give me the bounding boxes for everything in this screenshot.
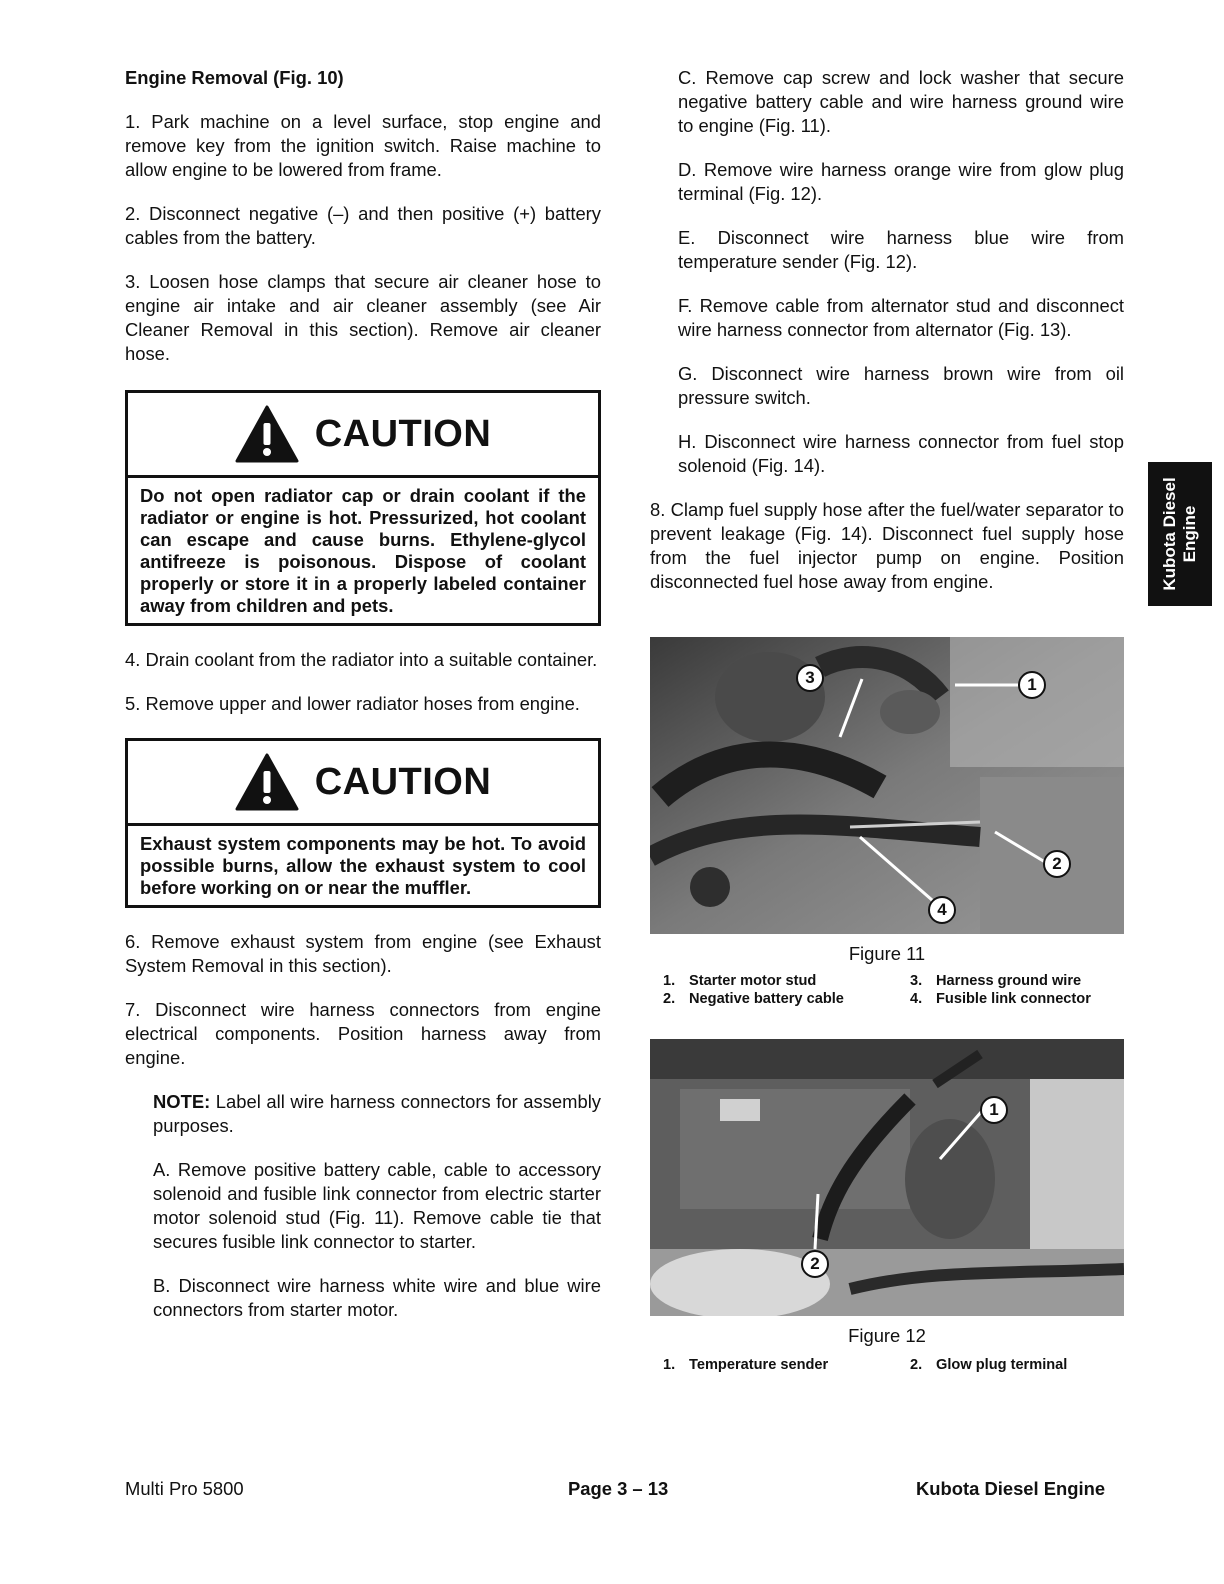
left-column: [125, 66, 601, 1322]
substep-c: C. Remove cap screw and lock washer that secure negative battery cable and wire harness ground wire to engine (Fig. 11).: [678, 67, 1124, 136]
figure-11-legend-3: 3. Harness ground wire: [910, 973, 1082, 989]
substep-d: D. Remove wire harness orange wire from glow plug terminal (Fig. 12).: [678, 159, 1124, 204]
substep-g: G. Disconnect wire harness brown wire from oil pressure switch.: [678, 363, 1124, 408]
substep-a: A. Remove positive battery cable, cable to accessory solenoid and fusible link connector from electric starter motor solenoid stud (Fig. 11). Remove cable tie that secures fusible link connector to starter.: [153, 1159, 601, 1252]
section-side-tab: [1148, 462, 1212, 606]
caution-text: Exhaust system components may be hot. To avoid possible burns, allow the exhaust system to cool before working on or near the muffler.: [140, 833, 586, 898]
right-column: [650, 66, 1124, 594]
figure-11-legend-1: 1. Starter motor stud: [663, 973, 817, 989]
warning-triangle-icon: [235, 405, 299, 463]
caution-text: Do not open radiator cap or drain coolant if the radiator or engine is hot. Pressurized, hot coolant can escape and cause burns. Ethylene-glycol antifreeze is poisonous. Dispose of coolant properly or store it in a properly labeled container away from children and pets.: [140, 485, 586, 616]
caution-box-coolant: [125, 390, 601, 626]
figure-12-legend-1: 1. Temperature sender: [663, 1357, 829, 1373]
note-text: Label all wire harness connectors for assembly purposes.: [153, 1091, 601, 1136]
callout-1: 1: [980, 1096, 1008, 1124]
side-tab-label: Kubota Diesel Engine: [1160, 477, 1199, 591]
caution-header: [128, 393, 598, 478]
note: [125, 1090, 601, 1138]
substep-f: F. Remove cable from alternator stud and disconnect wire harness connector from alternator (Fig. 13).: [678, 295, 1124, 340]
step-8: 8. Clamp fuel supply hose after the fuel/water separator to prevent leakage (Fig. 14). Disconnect fuel supply hose from the fuel injector pump on engine. Position disconnected fuel hose away from engine.: [650, 499, 1124, 592]
caution-header: [128, 741, 598, 826]
figure-12-photo: [650, 1039, 1124, 1316]
warning-triangle-icon: [235, 753, 299, 811]
callout-4: 4: [928, 896, 956, 924]
footer-product: Multi Pro 5800: [125, 1478, 244, 1499]
substep-h: H. Disconnect wire harness connector from fuel stop solenoid (Fig. 14).: [678, 431, 1124, 476]
step-3: 3. Loosen hose clamps that secure air cleaner hose to engine air intake and air cleaner assembly (see Air Cleaner Removal in this section). Remove air cleaner hose.: [125, 271, 601, 364]
figure-12-legend-2: 2. Glow plug terminal: [910, 1357, 1068, 1373]
footer-section-title: Kubota Diesel Engine: [916, 1478, 1106, 1499]
callout-1: 1: [1018, 671, 1046, 699]
note-label: NOTE:: [153, 1091, 211, 1112]
figure-12-caption: Figure 12: [848, 1325, 926, 1346]
step-7: 7. Disconnect wire harness connectors from engine electrical components. Position harness away from engine.: [125, 999, 601, 1068]
step-5: 5. Remove upper and lower radiator hoses from engine.: [125, 693, 580, 714]
caution-title: CAUTION: [314, 760, 492, 803]
caution-box-exhaust: [125, 738, 601, 908]
figure-11-caption: Figure 11: [848, 943, 926, 964]
engine-photo-illustration: [650, 1039, 1124, 1316]
substep-b: B. Disconnect wire harness white wire and blue wire connectors from starter motor.: [153, 1275, 601, 1320]
callout-2: 2: [1043, 850, 1071, 878]
step-6: 6. Remove exhaust system from engine (see Exhaust System Removal in this section).: [125, 931, 601, 976]
figure-11-photo: [650, 637, 1124, 934]
callout-2: 2: [801, 1250, 829, 1278]
engine-photo-illustration: [650, 637, 1124, 934]
step-1: 1. Park machine on a level surface, stop engine and remove key from the ignition switch. Raise machine to allow engine to be lowered from frame.: [125, 111, 601, 180]
substep-e: E. Disconnect wire harness blue wire from temperature sender (Fig. 12).: [678, 227, 1124, 272]
step-2: 2. Disconnect negative (–) and then positive (+) battery cables from the battery.: [125, 203, 601, 248]
caution-title: CAUTION: [314, 412, 492, 455]
figure-11-legend-2: 2. Negative battery cable: [663, 991, 844, 1007]
step-4: 4. Drain coolant from the radiator into a suitable container.: [125, 649, 598, 670]
footer-page-number: Page 3 – 13: [568, 1478, 669, 1499]
section-heading: Engine Removal (Fig. 10): [125, 67, 344, 88]
figure-11-legend-4: 4. Fusible link connector: [910, 991, 1091, 1007]
callout-3: 3: [796, 664, 824, 692]
